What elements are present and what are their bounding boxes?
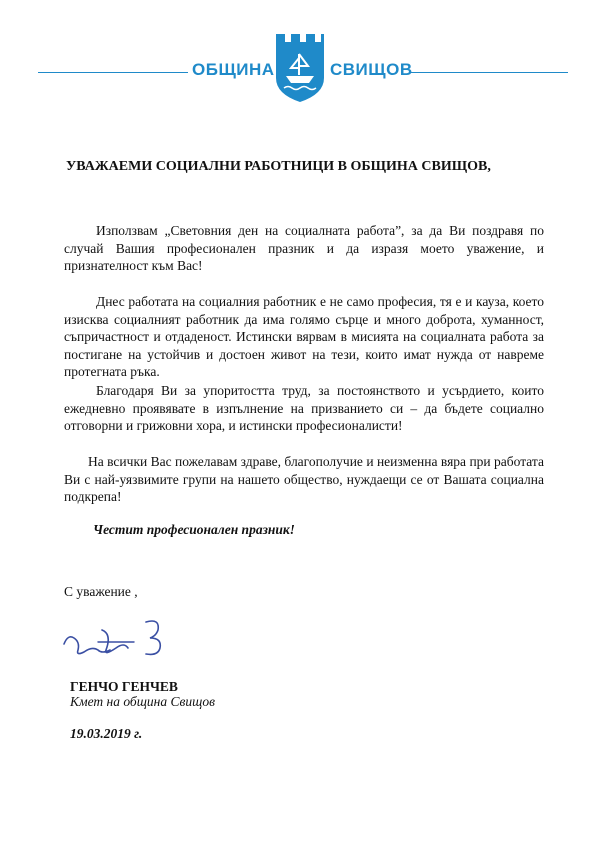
letterhead-word-right: СВИЩОВ (330, 60, 413, 79)
letter-paragraph-3: Благодаря Ви за упоритостта труд, за постоянството и усърдието, които ежедневно проявявате в изпълнение на призванието си – да бъдете социално отговорни и грижовни хора, и истински професионалисти! (64, 383, 544, 433)
signatory-title: Кмет на община Свищов (70, 694, 216, 709)
letterhead-rule-left (38, 72, 188, 73)
letterhead-rule-right (410, 72, 568, 73)
letter-title: УВАЖАЕМИ СОЦИАЛНИ РАБОТНИЦИ В ОБЩИНА СВИЩОВ, (66, 159, 491, 174)
closing-greeting: Честит професионален празник! (93, 522, 295, 537)
letterhead (0, 0, 600, 110)
letter-paragraph-4: На всички Вас пожелавам здраве, благополучие и неизменна вяра при работата Ви с най-уязвимите групи на нашето общество, нуждаещи се от Вашата социална подкрепа! (64, 454, 544, 504)
letter-paragraph-2: Днес работата на социалния работник е не само професия, тя е и кауза, което изисква социалният работник да има голямо сърце и много доброта, хуманност, съпричастност и отдаденост. Истински вярвам в мисията на социалната работа за постигане на устойчив и достоен живот на тези, които имат нужда от навреме протегната ръка. (64, 294, 544, 379)
municipality-crest-icon (272, 32, 328, 104)
letter-date: 19.03.2019 г. (70, 726, 143, 741)
signatory-name: ГЕНЧО ГЕНЧЕВ (70, 679, 178, 694)
letterhead-word-left: ОБЩИНА (192, 60, 275, 79)
letter-paragraph-1: Използвам „Световния ден на социалната работа”, за да Ви поздравя по случай Вашия професионален празник и да изразя моето уважение, и признателност към Вас! (64, 223, 544, 273)
regards-line: С уважение , (64, 584, 138, 599)
handwritten-signature (58, 612, 198, 662)
